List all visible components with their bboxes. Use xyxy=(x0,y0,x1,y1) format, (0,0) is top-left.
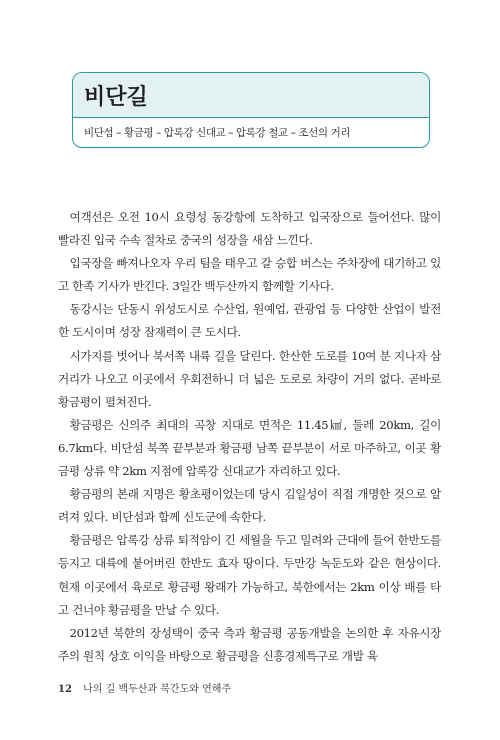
paragraph: 여객선은 오전 10시 요령성 동강항에 도착하고 입국장으로 들어선다. 많이 빨라진 입국 수속 절차로 중국의 성장을 새삼 느낀다. xyxy=(58,210,441,248)
paragraph: 2012년 북한의 장성택이 중국 측과 황금평 공동개발을 논의한 후 자유시장주의 원칙 상호 이익을 바탕으로 황금평을 신흥경제특구로 개발 육 xyxy=(58,625,441,663)
section-title-box xyxy=(72,72,430,148)
paragraph: 황금평은 신의주 최대의 곡창 지대로 면적은 11.45㎢, 둘레 20km, 길이 6.7km다. 비단섬 북쪽 끝부분과 황금평 남쪽 끝부분이 서로 마주하고, 이곳 황금평 상류 약 2km 지점에 압록강 신대교가 자리하고 있다. xyxy=(58,417,441,479)
paragraph: 입국장을 빠져나오자 우리 팀을 태우고 갈 승합 버스는 주차장에 대기하고 있고 한족 기사가 반긴다. 3일간 백두산까지 함께할 기사다. xyxy=(58,256,441,294)
paragraph: 동강시는 단동시 위성도시로 수산업, 원예업, 관광업 등 다양한 산업이 발전한 도시이며 성장 잠재력이 큰 도시다. xyxy=(58,302,441,340)
body-text xyxy=(58,206,441,668)
book-title: 나의 길 백두산과 북간도와 연해주 xyxy=(83,684,232,695)
section-title: 비단길 xyxy=(84,84,148,110)
paragraph: 황금평의 본래 지명은 황초평이었는데 당시 김일성이 직접 개명한 것으로 알려져 있다. 비단섬과 함께 신도군에 속한다. xyxy=(58,487,441,525)
page-footer xyxy=(58,680,231,695)
section-title-header xyxy=(73,73,429,118)
page-number: 12 xyxy=(58,684,72,695)
paragraph: 시가지를 벗어나 북서쪽 내륙 길을 달린다. 한산한 도로를 10여 분 지나자 삼거리가 나오고 이곳에서 우회전하니 더 넓은 도로로 차량이 거의 없다. 곧바로 황금평이 펼쳐진다. xyxy=(58,348,441,409)
paragraph: 황금평은 압록강 상류 퇴적암이 긴 세월을 두고 밀려와 근대에 들어 한반도를 등지고 대륙에 붙어버린 한반도 효자 땅이다. 두만강 녹둔도와 같은 현상이다. 현재 이곳에서 육로로 황금평 왕래가 가능하고, 북한에서는 2km 이상 배를 타고 건너야 황금평을 만날 수 있다. xyxy=(58,533,441,617)
route-subtitle: 비단섬 – 황금평 – 압록강 신대교 – 압록강 철교 – 조선의 거리 xyxy=(84,127,351,139)
